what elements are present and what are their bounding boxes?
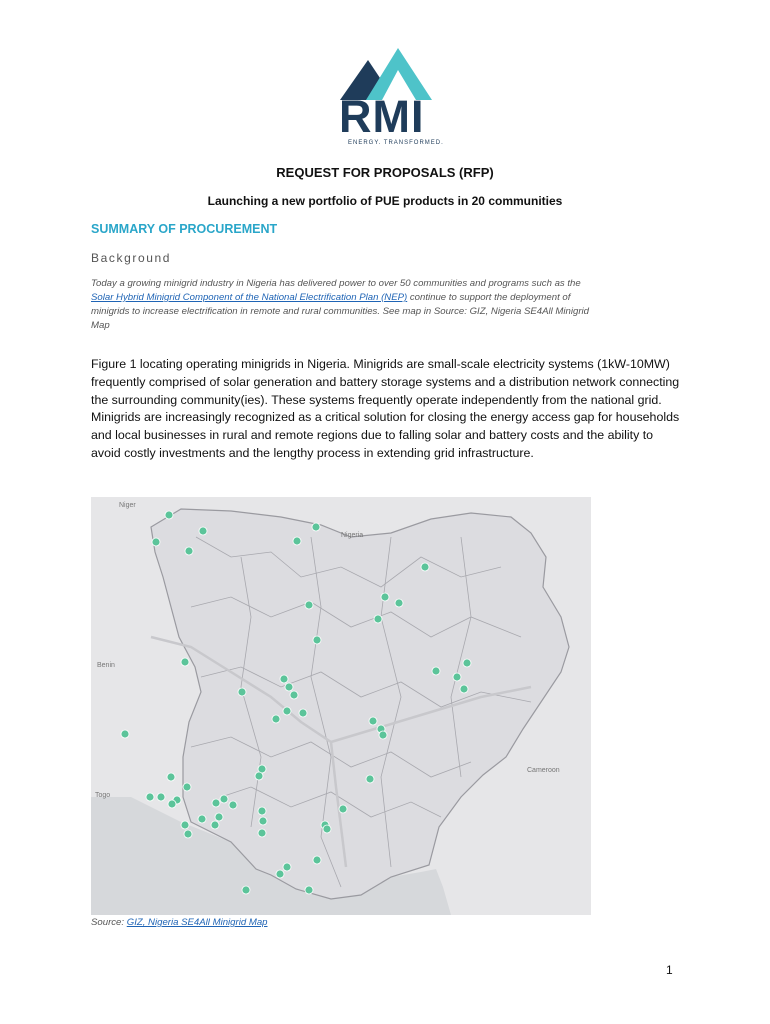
minigrid-marker (369, 717, 377, 725)
rmi-logo (336, 44, 444, 146)
minigrid-marker (339, 805, 347, 813)
minigrid-marker (366, 775, 374, 783)
minigrid-marker (220, 795, 228, 803)
sub-heading: Background (91, 251, 172, 265)
minigrid-marker (212, 799, 220, 807)
minigrid-marker (381, 593, 389, 601)
document-title: REQUEST FOR PROPOSALS (RFP) (276, 165, 494, 180)
map-label-niger: Niger (119, 502, 136, 509)
minigrid-marker (299, 709, 307, 717)
map-label-togo: Togo (95, 792, 111, 799)
minigrid-marker (272, 715, 280, 723)
logo-wordmark: RMI (339, 91, 425, 142)
minigrid-marker (259, 817, 267, 825)
minigrid-marker (215, 813, 223, 821)
minigrid-marker (285, 683, 293, 691)
minigrid-marker (255, 772, 263, 780)
minigrid-marker (199, 527, 207, 535)
intro-text-before: Today a growing minigrid industry in Nigeria has delivered power to over 50 communities and programs such as the (91, 278, 581, 289)
figure-caption (91, 917, 268, 928)
minigrid-marker (379, 731, 387, 739)
intro-paragraph (91, 277, 591, 333)
minigrid-marker (121, 730, 129, 738)
minigrid-marker (283, 863, 291, 871)
minigrid-marker (421, 563, 429, 571)
minigrid-marker (181, 658, 189, 666)
giz-map-link[interactable]: GIZ, Nigeria SE4All Minigrid Map (126, 917, 268, 928)
map-label-cameroon: Cameroon (527, 767, 560, 774)
minigrid-marker (258, 829, 266, 837)
minigrid-marker (460, 685, 468, 693)
minigrid-marker (157, 793, 165, 801)
document-subtitle: Launching a new portfolio of PUE products in 20 communities (207, 194, 563, 208)
minigrid-marker (453, 673, 461, 681)
intro-text-after: continue to support the deployment of minigrids to increase electrification in remote and rural communities. See map in Source: GIZ, Nigeria SE4All Minigrid Map (91, 292, 590, 331)
minigrid-marker (312, 523, 320, 531)
minigrid-marker (323, 825, 331, 833)
minigrid-marker (198, 815, 206, 823)
minigrid-marker (290, 691, 298, 699)
minigrid-marker (283, 707, 291, 715)
map-label-benin: Benin (97, 662, 115, 669)
minigrid-marker (276, 870, 284, 878)
minigrid-marker (432, 667, 440, 675)
caption-prefix: Source: (91, 917, 127, 928)
minigrid-marker (168, 800, 176, 808)
minigrid-marker (152, 538, 160, 546)
body-paragraph: Figure 1 locating operating minigrids in Nigeria. Minigrids are small-scale electricity systems (1kW-10MW) frequently comprised of solar generation and battery storage systems and a distribution network connecting the surrounding community(ies). These systems frequently operate independently from the national grid. Minigrids are increasingly recognized as a critical solution for closing the energy access gap for households and local businesses in rural and remote regions due to falling solar and battery costs and the ability to avoid costly investments and the lengthy process in extending grid infrastructure. (91, 357, 680, 460)
section-heading: SUMMARY OF PROCUREMENT (91, 222, 278, 236)
minigrid-marker (258, 807, 266, 815)
minigrid-marker (463, 659, 471, 667)
minigrid-marker (183, 783, 191, 791)
minigrid-marker (229, 801, 237, 809)
minigrid-marker (238, 688, 246, 696)
page-number: 1 (666, 963, 673, 977)
minigrid-marker (211, 821, 219, 829)
minigrid-marker (242, 886, 250, 894)
minigrid-marker (167, 773, 175, 781)
minigrid-marker (395, 599, 403, 607)
minigrid-marker (305, 601, 313, 609)
minigrid-marker (313, 636, 321, 644)
minigrid-marker (305, 886, 313, 894)
minigrid-marker (184, 830, 192, 838)
map-canvas (91, 497, 591, 915)
minigrid-marker (374, 615, 382, 623)
minigrid-marker (181, 821, 189, 829)
nep-link[interactable]: Solar Hybrid Minigrid Component of the National Electrification Plan (NEP) (91, 292, 408, 303)
minigrid-marker (293, 537, 301, 545)
minigrid-marker (280, 675, 288, 683)
minigrid-marker (146, 793, 154, 801)
minigrid-marker (313, 856, 321, 864)
minigrid-marker (185, 547, 193, 555)
map-label-nigeria: Nigeria (341, 532, 364, 539)
minigrid-map (91, 497, 591, 915)
minigrid-marker (165, 511, 173, 519)
logo-tagline: ENERGY. TRANSFORMED. (348, 140, 444, 146)
